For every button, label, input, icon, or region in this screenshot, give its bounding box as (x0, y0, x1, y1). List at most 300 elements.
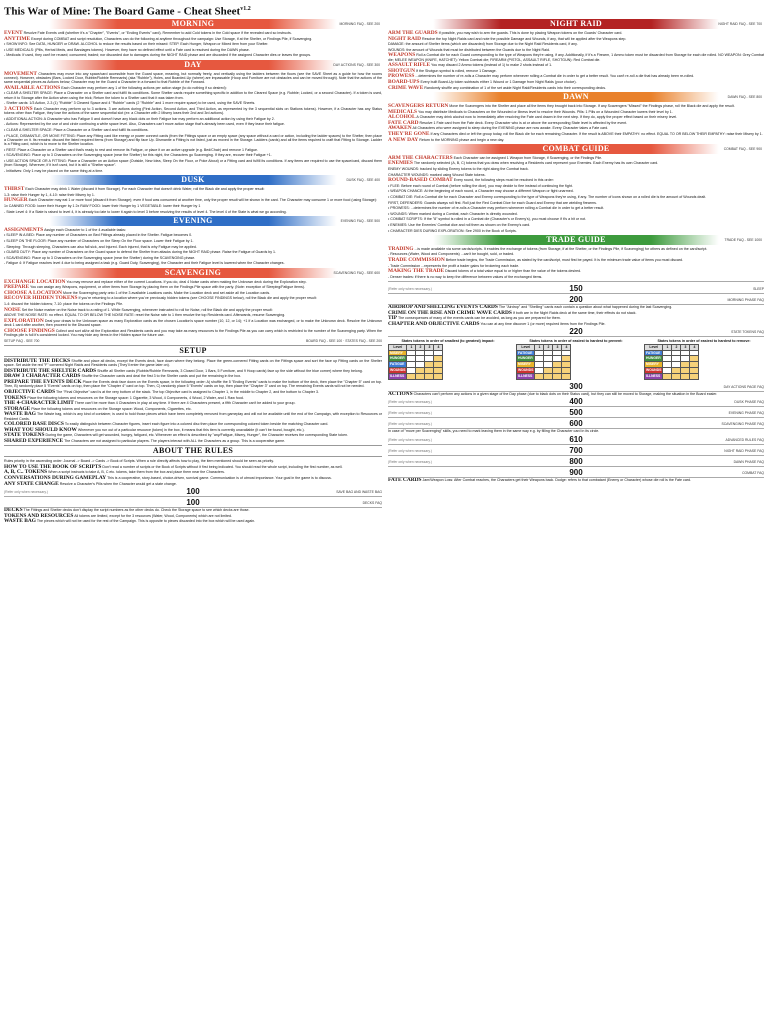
rule-keyword: WEAPONS (388, 52, 416, 59)
rule-text: CHARACTER WOUNDS: marked using Wound State tokens. (388, 172, 486, 177)
rule-paragraph (4, 407, 382, 411)
rule-text: The Fittings and Shelter decks don't display the script numbers as the other decks do. Check the Storage space to see which decks are those. (23, 508, 250, 513)
rule-text: Discard tokens of a total value equal to or higher than the value of the tokens desired. (445, 269, 582, 274)
rule-keyword: SHOTGUN (388, 67, 415, 74)
rule-paragraph (388, 86, 764, 90)
rule-text: Deal your draws to the Unknown space as many Exploration cards as the chosen Location's space number (10, 12, or 14); +1 if a Location was exchanged, or to make the Unknown deck. Resolve the Unknown deck 1 card after another, then proceed to the Discard space. (4, 318, 382, 328)
rule-paragraph (4, 128, 382, 132)
rule-paragraph (4, 48, 382, 52)
rule-text: ...is made available via some cards/scripts. It enables the exchange of tokens (from Storage, if at the Shelter, or the Findings Pile, if Scavenging) for others as defined on the card/script. (414, 246, 708, 251)
rule-text: Return to the MORNING phase and begin a new day. (419, 137, 505, 142)
state-row (645, 373, 699, 379)
rule-paragraph (388, 37, 764, 41)
rule-paragraph (4, 256, 382, 260)
rule-text: Place the Events deck face down on the Events space, in the following order: A) shuffle the 5 "Ending Events" cards to make the bottom of the deck, then place the "Chapter 5" card on top. Then, B) randomly place 5 "Events" cards on top, then place the "Chapter 4" card on top. Then, C) randomly place 5 "Events" cards on top, then place the "Chapter 3" card on top. The remaining Events cards will not be needed. (4, 380, 382, 389)
rule-paragraph (388, 104, 764, 108)
rule-text: • ADDITIONAL ACTION: A Character who has Fatigue 0 and doesn't have any black dots on their Fatigue bar may perform an additional action by using their Fatigue by 2. (4, 116, 275, 121)
rule-paragraph (4, 412, 382, 421)
rule-keyword: MOVEMENT (4, 70, 37, 77)
rule-paragraph (388, 138, 764, 142)
rule-keyword: MAKING THE TRADE (388, 268, 445, 275)
evening-header: EVENING EVENING FAQ - SEE 500 (4, 216, 382, 226)
morning-section (4, 31, 382, 58)
section-number: 400 (569, 397, 583, 407)
rule-paragraph (4, 296, 382, 300)
rule-paragraph (388, 167, 764, 171)
scavenging-section (4, 280, 382, 338)
rule-keyword: ANY STATE CHANGE (4, 480, 59, 487)
rule-text: • SLEEP IN A BED: Place any number of Characters on Bed Fittings already placed in the Shelter. Fatigue becomes 0. (4, 233, 193, 238)
rule-keyword: A, B, C.. TOKENS (4, 469, 48, 476)
rule-text: A Character may drink alcohol now to immediately after resolving the Fate card drawn in the next step. If they do, apply the proper effect based on their misery level. (416, 115, 678, 120)
state-name: WOUNDS (646, 368, 662, 373)
rule-keyword: NOISE (4, 306, 21, 313)
trade-header: TRADE GUIDE TRADE FAQ - SEE 1000 (388, 235, 764, 245)
rule-text: All Characters who were assigned to sleep during the EVENING phase are now awake. Every Character takes a Fate card. (412, 126, 609, 131)
faq-label: DAWN PHASE FAQ (733, 459, 764, 464)
morning-header: MORNING MORNING FAQ - SEE 200 (4, 19, 382, 29)
rule-text: FIRST, DEFENDERS: Guards always roll first. Roll just the Red Combat Dice for each Guard and Enemy that are wielding firearms. (388, 200, 597, 205)
faq-number-header (388, 468, 764, 478)
refer-note: (Refer only when necessary.) (388, 411, 432, 416)
section-number: 700 (569, 445, 583, 455)
rule-text: 1-4: discard the hidden tokens; 7-10: place the tokens on the Findings Pile. (4, 302, 124, 307)
rule-keyword: DISTRIBUTE THE SHELTER CARDS (4, 367, 97, 374)
rule-text: Resolve Fate Events until (whether it's a "Chapter", "Events", or "Ending Events" card). Remember to add Cold tokens in the Cold space if the revealed card so instructs. (23, 31, 292, 35)
rule-text: Randomly shuffle any combination of 1 of the set aside Night Raid/Residents cards into their corresponding decks. (424, 85, 607, 90)
rule-paragraph (4, 117, 382, 121)
setup-section (4, 359, 382, 443)
rule-paragraph (4, 193, 382, 197)
rule-text: • GUARD DUTY: Place any number of Characters on the Guard space to defend the Shelter from attacks during the NIGHT RAID phase. Raise the Fatigue of Guards by 1. (4, 250, 277, 255)
rule-text: Resolve a Character's Pills when the Character would get a state change. (59, 481, 177, 486)
rule-text: - Actions: Represented by the use of and circle continuing a white space level. Also, Characters can't move action stage that's already been used, even if they leave their fatigue. (4, 122, 285, 127)
rule-keyword: ARM THE GUARDS (388, 30, 438, 36)
rule-paragraph (4, 245, 382, 249)
faq-number-header (388, 435, 764, 445)
rule-keyword: RECOVER HIDDEN TOKENS (4, 295, 78, 302)
rule-text: If any Characters died or left the group today, roll the Black die for each remaining Character. If the result is ABOVE their EMPATHY: no effect. EQUAL TO OR BELOW THEIR EMPATHY: raise their Misery by 1. (430, 131, 763, 136)
rule-text: Don't read a number of scripts or the Book of Scripts without it first being indicated. You should read the whole script, including the first number, as well. (102, 464, 343, 469)
rule-text: DAMAGE: the amount of Shelter items (which are discarded) from Storage due to the Night Raid Residents card, if any. (388, 42, 578, 47)
rule-text: 1-3: raise their Hunger by 1, 4-10: raise their Misery by 1. (4, 192, 95, 197)
state-name: FATIGUE (389, 362, 407, 368)
section-number: 610 (569, 434, 583, 444)
rule-text: • FLEE: Before each round of Combat (before rolling the dice), you may decide to flee instead of continuing the fight. (388, 183, 573, 188)
faq-label: DUSK PHASE FAQ (734, 400, 764, 405)
dusk-section (4, 187, 382, 214)
rule-paragraph (388, 42, 764, 46)
section-number: 600 (569, 419, 583, 429)
state-name: ILLNESS (645, 373, 663, 379)
rule-keyword: SCAVENGERS RETURN (388, 102, 449, 109)
rule-text: If possible, you may wish to arm the guards. This is done by placing Weapon tokens on the Guards' Character card. (438, 31, 623, 35)
rule-keyword: WASTE BAG (4, 411, 36, 418)
rule-paragraph (4, 228, 382, 232)
state-name: MISERY (645, 362, 663, 368)
refer-note: (Refer only when necessary.) (388, 400, 432, 405)
rule-text: Except during COMBAT and script resolution, Characters can do the following at anytime throughout the campaign: Use Storage, if at the Shelter, or Findings Pile, if Scavenging. (31, 36, 313, 41)
state-name: WOUNDS (518, 368, 534, 373)
rule-keyword: HOW TO USE THE BOOK OF SCRIPTS (4, 463, 102, 470)
rule-text: Before trade begins, the Trade Commission, as stated by the card/script, must first be payed. It is the minimum trade value of items you must discard. (445, 258, 684, 262)
morning-faq-section (388, 305, 764, 326)
state-row (517, 373, 571, 379)
rule-paragraph (4, 514, 382, 518)
state-level-cell (535, 373, 544, 379)
rule-keyword: THEY'RE GONE (388, 130, 430, 137)
rule-text: • SCAVENGING: Place up to 3 Characters on the Scavenging space (near the Shelter) during the SCAVENGING phase. (4, 255, 196, 260)
rule-keyword: ASSIGNMENTS (4, 226, 44, 233)
level-header-cell: 3 (553, 344, 562, 350)
state-level-cell (663, 373, 672, 379)
rule-text: Place the following tokens and resources on the Storage space: 1 Cigarette, 3 Wood, 4 Components, 4 Wood, 2 Water, and 1 Raw food. (27, 395, 244, 400)
rule-keyword: ENEMIES (388, 160, 413, 167)
rule-keyword: STATE TOKENS (4, 432, 45, 439)
rule-text: If the Shotgun symbol is rolled, remove 1 Damage. (415, 68, 497, 73)
rule-text: If you're returning to a location where you've previously hidden tokens (see CHOOSE FINDINGS below), roll the Black die and apply the proper result: (78, 296, 317, 301)
rule-text: Each Character may eat 1 or more food (discard it from Storage); even if food was consumed at another time, only the proper result will be shown in the card. The Character may consume 1 or more food (using Storage): (28, 198, 377, 203)
rule-keyword: EVENT (4, 30, 23, 36)
rule-paragraph (388, 156, 764, 160)
rule-text: • SCAVENGING: Place up to 3 Characters on the Scavenging space (near the Shelter) for this night, the Characters go Scavenging. If they are, recover their Fatigue +1. (4, 153, 272, 158)
level-header-cell: 1 (663, 344, 672, 350)
rule-paragraph (4, 261, 382, 265)
rule-paragraph (388, 48, 764, 52)
rule-text: To easily distinguish between Character figures, insert each figure into a colored disc then place the corresponding colored token beside the matching Character card. (64, 422, 329, 427)
rule-paragraph (388, 161, 764, 165)
faq-label: EVENING PHASE FAQ (728, 411, 764, 416)
rule-keyword: CRIME WAVE (388, 84, 424, 91)
rule-text: • PLACE, DISMANTLE, OR MOVE FITTING: Place any Fitting card like energy or power connect cards (from the Fittings space or an empty space (any space without a card or action, including the ladder spaces) to the Shelter, then place a Character on it. Its remains: discard the listed required items (from Storage) and flip face Up. Dismantle a Fitting is not listed, just as moved in the Storage. Ladders (cards) and all the items required to craft that Fitting to Storage. Ladder is a Fitting card, which is to move to the Shelter location. (4, 133, 382, 147)
rule-paragraph (4, 122, 382, 126)
state-name: WOUNDS (390, 368, 406, 373)
rule-keyword: TOKENS AND RESOURCES (4, 512, 74, 519)
rule-keyword: MEDICALS (388, 108, 418, 115)
rule-text: Roll a Combat die for each Guard corresponding to the type of Weapons they're using, if any. Additionally, if it's a Firearm, 1 Ammo token must be discarded from Storage for each die rolled. NO WEAPON: Grey Combat die; MELEE WEAPON (KNIFE, HATCHET): Yellow Combat die; FIREARM (PISTOL, ASSAULT RIFLE, SHOTGUN): Red Combat die. (388, 53, 764, 62)
level-header-cell: 2 (416, 344, 425, 350)
rule-paragraph (388, 269, 764, 273)
rule-paragraph (4, 439, 382, 443)
section-number: 500 (569, 408, 583, 418)
rule-text: • COMBAT SCRIPTS: If the "8" symbol is rolled in a Combat die (Character's or Enemy's), you must choose if it's a hit or not. (388, 217, 587, 222)
rule-text: - Trade Commission ...represents the profit a trader gains for brokering each trade. (388, 263, 520, 268)
refer-note: (Refer only when necessary.) (388, 459, 432, 464)
rule-text: • SLEEP ON THE FLOOR: Place any number of Characters on the Sleep On the Floor space. Lower their Fatigue by 1. (4, 239, 194, 244)
faq-label: SCAVENGING PHASE FAQ (721, 422, 764, 427)
rule-keyword: TRADING (388, 245, 414, 252)
rule-paragraph (4, 250, 382, 254)
rule-paragraph (388, 201, 764, 205)
rule-text: The consequences of many of the events cards can be avoided, as long as you are prepared for them. (397, 316, 561, 321)
rule-keyword: PREPARE THE EVENTS DECK (4, 379, 82, 386)
rule-keyword: PREPARE (4, 284, 30, 291)
state-level-cell (434, 373, 443, 379)
rule-keyword: CHAPTER AND OBJECTIVE CARDS (388, 320, 480, 327)
rule-paragraph (388, 247, 764, 251)
rule-text: Shuffle all Shelter cards (Rubble/Rubble Remnants, 3 Closed Door, 1 Bars, 5 Furniture, and 9 Hoop cards) face up the side without the blue corner) where they belong. (97, 368, 363, 373)
night-raid-header: NIGHT RAID NIGHT RAID FAQ - SEE 700 (388, 19, 764, 29)
rule-paragraph (388, 311, 764, 315)
state-name: HUNGER (645, 356, 663, 362)
state-level-cell (681, 373, 690, 379)
rule-text: • CHARACTER DIES DURING EXPLORATION: See 2900 in the Book of Scripts. (388, 228, 517, 233)
state-name: HUNGER (389, 356, 407, 362)
night-raid-section (388, 31, 764, 90)
rule-keyword: ROUND-BASED COMBAT (388, 177, 453, 184)
rule-text: • ENEMIES: Use the Enemies' Combat dice and roll them as shown on the Enemy's card. (388, 222, 531, 227)
faq-number-header (388, 397, 764, 407)
level-header-cell: 4 (562, 344, 571, 350)
rule-paragraph (4, 107, 382, 116)
level-header-cell: Level (517, 344, 535, 350)
rule-text: • PROWESS: ...determines the number of re-rolls a Character may perform whenever rolling a Combat die in order to get a better result. (388, 206, 605, 211)
state-name: HUNGER (517, 356, 535, 362)
faq-list-b (388, 435, 764, 478)
rule-text: The "Final Objective" card is at the very bottom of the stack. The top Objective card is assigned to Chapter 1, in the middle to Chapter 2, and the bottom to Chapter 3. (56, 389, 319, 394)
rule-paragraph (4, 198, 382, 202)
rule-paragraph (4, 428, 382, 432)
rule-paragraph (4, 519, 382, 523)
state-level-cell (690, 373, 699, 379)
rule-text: - Medicals: If used, they can't be reused; consumed; traded; nor discarded due to damages during the NIGHT RAID phase and are discarded if the assigned Character dies or leaves the groups. (4, 53, 312, 58)
rule-paragraph (4, 239, 382, 243)
rule-text: • USE ACTION SPACE OR A FITTING: Place a Character on an Action space (Outside, New Idea, Sleep On the Floor, or Poke About) or a Fitting card and fulfill its conditions. If any items are required to use the space/card, discard them (from Storage). Wherever, if it isn't used, but it is still a "Shelter space". (4, 158, 382, 168)
rule-keyword: A NEW DAY (388, 136, 419, 143)
rule-paragraph (4, 72, 382, 85)
level-header-cell: 2 (544, 344, 553, 350)
day-header: DAY DAY ACTIONS FAQ - SEE 300 (4, 60, 382, 70)
rule-paragraph (388, 126, 764, 130)
rules-section (4, 459, 382, 486)
level-header-cell: 2 (672, 344, 681, 350)
rule-text: - Denser trades: if there is no way to keep the difference between values of the exchanged items. (388, 274, 543, 279)
level-header-cell: Level (645, 344, 663, 350)
refer-note: (Refer only when necessary.) (388, 448, 432, 453)
level-header-cell: 4 (434, 344, 443, 350)
rule-paragraph (4, 482, 382, 486)
state-name: ILLNESS (389, 373, 407, 379)
rule-keyword: TOKENS (4, 394, 27, 401)
rule-keyword: CRIME ON THE RISE AND CRIME WAVE CARDS (388, 309, 512, 316)
rule-paragraph (4, 153, 382, 157)
rule-paragraph (4, 465, 382, 469)
number-header-100b: 100 DECKS FAQ (4, 498, 382, 508)
rule-keyword: AIRDROP AND SHELLING EVENTS CARDS (388, 304, 498, 311)
rule-paragraph (4, 86, 382, 90)
rule-keyword: TRADE COMMISSION (388, 257, 445, 263)
rule-keyword: DECKS (4, 507, 23, 514)
rule-text: Whenever you run out of a particular resource (token) in the box, it means that this item is currently unavailable (it can't be found, bought, etc.). (77, 427, 305, 432)
faq-list-a (388, 397, 764, 429)
rule-keyword: ASSAULT RIFLE (388, 62, 431, 69)
decks-section (4, 508, 382, 523)
rule-paragraph (388, 121, 764, 125)
level-header-cell: 1 (535, 344, 544, 350)
rule-paragraph (4, 329, 382, 338)
rule-paragraph (4, 37, 382, 41)
rule-text: - Resources (Water, Wood and Components) ...can't be bought, sold, or traded. (388, 252, 515, 257)
level-header-cell: 4 (690, 344, 699, 350)
rule-text: Each Character may perform up to 3 actions. 3 are actions during (First Action, Second Action, and Third Action, as represented by the 3 sequential slots on Stations tokens). However, if a Character has any Status tokens other than Fatigue, they lose the actions of the same sequential slot (ex: a Character with 2 Misery loses their 2nd and 3rd actions). (4, 106, 382, 116)
rule-text: During the game, Characters will get wounded, hungry, fatigued, etc. Whenever an effect is described by "any/Fatigue, Misery, Hunger", the Character receives the corresponding State token. (45, 433, 349, 438)
rule-keyword: STORAGE (4, 405, 31, 412)
rule-paragraph (388, 217, 764, 221)
faq-label: ADVANCED RULES FAQ (725, 437, 764, 442)
number-header-200: 200 MORNING PHASE FAQ (388, 295, 764, 305)
dusk-header: DUSK DUSK FAQ - SEE 400 (4, 175, 382, 185)
rule-paragraph (4, 204, 382, 208)
rule-text: Every built Board-Up token subtracts either 1 Wound or 1 Damage from Night Raids (your choice). (420, 80, 577, 85)
state-name: FATIGUE (517, 350, 535, 356)
rule-text: • REST: Place a Character on a Shelter card that's ready to rest and remove its Fatigue, or place it on an active upgrade (e.g. Bed/Chair) and remove 1 Fatigue. (4, 147, 259, 152)
rule-paragraph (4, 148, 382, 152)
rule-paragraph (4, 280, 382, 284)
state-table-prevent: States tokens in order of easiest to hardest to prevent: Level 1 2 3 4 FATIGUE HUNGER MISERY WOUNDS ILLNESS (518, 339, 623, 378)
setup-faq-line: SETUP FAQ - SEE 700 BOARD FAQ - SEE 100 · STATES FAQ - SEE 200 (4, 338, 382, 343)
rule-text: This is a cooperative, story-based, choice-driven, survival game. Communication is of utmost importance. Your goal in the game is to discuss. (107, 476, 332, 481)
rule-paragraph (388, 195, 764, 199)
rule-text: Each Character may drink 1 Water (discard it from Storage). For each Character that doesn't drink Water, roll the Black die and apply the proper result: (25, 187, 265, 192)
state-name: MISERY (389, 350, 407, 356)
rule-text: Each Character may perform any 1 of the following actions per action stage (to do nothing if so desired): (61, 85, 227, 90)
rule-text: - Fatigue 4: If Fatigue reaches level 4 due to being assigned a task (e.g. Guard Duty, Scavenging), the Character and their Fatigue level is lowered when the Character changes. (4, 261, 285, 266)
rule-paragraph (388, 110, 764, 114)
rule-keyword: THIRST (4, 186, 25, 193)
fate-cards-faq: FATE CARDS Jam/Weapon Loss: After Combat reaches, the Characters get their Weapons back. Dodge: refers to that combatant (Enemy or Character) whose die roll is the Fate card. (388, 476, 692, 483)
rule-paragraph (388, 206, 764, 210)
state-level-cell (425, 373, 434, 379)
rule-text: All tokens are limited, except for the 3 resources (Water, Wood, Components) which are not limited. (74, 513, 233, 518)
rule-paragraph (4, 359, 382, 368)
rule-paragraph (388, 115, 764, 119)
number-header-100a: (Refer only when necessary.) 100 SAVE BAG AND WASTE BAG (4, 487, 382, 497)
rule-keyword: BOARD-UPS (388, 79, 420, 86)
rule-keyword: WHAT YOU SHOULD KNOW (4, 426, 77, 433)
rule-text: • CLEAR A SHELTER SPACE: Place a Character on a Shelter card and fulfill its conditions. (4, 128, 149, 133)
rule-text: Each Character can be assigned 1 Weapon from Storage, if Scavenging, or the Findings Pile. (453, 155, 603, 160)
rule-text: The Characters are not assigned to particular players. The players interact with ALL the Characters as a group. This is a cooperative game. (64, 438, 286, 443)
faq-number-header (388, 408, 764, 418)
left-column (4, 17, 382, 1022)
rule-keyword: CHOOSE FINDINGS (4, 327, 55, 334)
rule-paragraph (388, 275, 764, 279)
rule-text: Move the Scavenging party onto 1 of the 3 available Locations cards. Make the Location deck and set aside all the Location cards. (63, 290, 271, 295)
scavenging-header: SCAVENGING SCAVENGING FAQ - SEE 600 (4, 268, 382, 278)
rule-keyword: ARM THE CHARACTERS (388, 154, 453, 161)
rule-paragraph (388, 80, 764, 84)
state-table-remove: States tokens in order of easiest to hardest to remove: Level 1 2 3 4 FATIGUE HUNGER MISERY WOUNDS ILLNESS (646, 339, 751, 378)
level-header-cell: 3 (425, 344, 434, 350)
rule-text: • WOUNDS: When marked during a Combat, each Character is directly wounded. (388, 211, 518, 216)
rule-text: ABOVE THE NOISE RATE: no effect. EQUAL TO OR BELOW THE NOISE RATE: reset the Noise rate to 1 then resolve the top Residents card. Afterwards, resume Scavenging. (4, 313, 286, 318)
rule-text: Place the following tokens and resources on the Storage space: Wood, Components, Cigarettes, etc. (31, 406, 192, 411)
state-level-cell (544, 373, 553, 379)
rule-keyword: HUNGER (4, 197, 28, 204)
level-header-cell: 1 (407, 344, 416, 350)
rule-keyword: DISTRIBUTE THE DECKS (4, 357, 71, 364)
rule-keyword: WASTE BAG (4, 518, 36, 525)
rule-keyword: AWAKEN (388, 125, 412, 132)
rule-text: Collect and sort all/or all the Exploration and Residents cards and you may take as many resources to the Findings Pile as you can carry which is restricted to the number of the Scavenging party. When the Findings pile is full it's considered locked. You may hide any items in the Hidden space for future use. (4, 328, 382, 338)
state-level-cell (407, 373, 416, 379)
rule-paragraph (4, 319, 382, 328)
rule-paragraph (388, 74, 764, 78)
section-number: 800 (569, 456, 583, 466)
rule-keyword: EXPLORATION (4, 317, 44, 324)
rule-paragraph (388, 31, 764, 35)
setup-header: SETUP (4, 345, 382, 357)
rule-text: Shuffle and place all decks, except the Events deck, face down where they belong. Place the green-cornered Fitting cards on the Fittings space and sort the face up Fitting cards on the Shelter space. Set aside the red "F" cornered Night Raids and Residents cards (They'll enter the game later on). (4, 358, 382, 368)
faq-label: NIGHT RAID PHASE FAQ (724, 448, 764, 453)
rule-text: You may distribute Medicals to Characters on the Wounded or Illness level to resolve their Wounds. Pills: 1 Pills on a Wounded Character lowers their level by 1. (418, 109, 673, 114)
rule-paragraph (4, 476, 382, 480)
rule-paragraph (388, 229, 764, 233)
rule-paragraph (388, 178, 764, 182)
faq-number-header (388, 457, 764, 467)
rule-keyword: AVAILABLE ACTIONS (4, 84, 61, 91)
rule-paragraph (4, 313, 382, 317)
rule-paragraph (4, 380, 382, 389)
rule-text: The pieces which will not be used for the rest of the Campaign. This is opposite to pieces discarded into the box which will be used again. (36, 519, 256, 524)
state-row (389, 373, 443, 379)
state-level-cell (416, 373, 425, 379)
rule-paragraph (4, 302, 382, 306)
rule-keyword: SHARED EXPERIENCE (4, 437, 64, 444)
state-table-impact: States tokens in order of smallest (to greatest) impact: Level 1 2 3 4 MISERY HUNGER FATIGUE WOUNDS ILLNESS (390, 339, 495, 378)
combat-section (388, 156, 764, 233)
trade-section (388, 247, 764, 279)
rule-text: The Waste bag, which is any kind of container, is used to hold those pieces which have been completely removed from gameplay and will not be available until the end of the Campaign, with exception to Resources or Resident Cards. (4, 412, 382, 421)
faq-label: COMBAT FAQ (742, 470, 764, 475)
faq-number-header (388, 419, 764, 429)
rule-paragraph (4, 31, 382, 35)
rule-text: You can assign any Weapons, equipment, or other items from Storage by placing them on the Findings Pile space with the party. (Note: exception of Sleeping/Fatigue items). (30, 285, 306, 290)
rule-text: Assign each Character to 1 of the 4 available tasks: (44, 227, 126, 232)
rule-text: - Sleeping: Through sleeping, Characters can also fall sick, and Injured. Each injured, that is why Fatigue may be applied. (4, 244, 197, 249)
rule-text: ENEMY WOUNDS: tracked by sliding Enemy tokens to the right along the Combat track. (388, 166, 529, 171)
rule-keyword: OBJECTIVE CARDS (4, 388, 56, 395)
rule-keyword: TIP (388, 315, 397, 322)
rule-text: - State Level 4: If a State is raised to level 4, it is already too late to lower it again to level 3 before resolving the results of level 4. The level 4 of the State is what we go according. (4, 209, 287, 214)
rule-paragraph (388, 63, 764, 67)
state-level-cell (553, 373, 562, 379)
rule-keyword: CHOOSE A LOCATION (4, 289, 63, 296)
actions-faq: ACTIONS Characters can't perform any actions in a given stage of the Day phase (due to black dots on their Status card), but they can still be moved to Storage, making the situation in the Board easier. (388, 390, 718, 397)
refer-note: (Refer only when necessary.) (388, 422, 432, 427)
evening-section (4, 228, 382, 266)
rule-paragraph (388, 132, 764, 136)
rule-text: The "Airdrop" and "Shelling" cards each contain a question about what happened during the last Scavenging. (498, 305, 673, 310)
rule-keyword: 3 ACTIONS (4, 105, 33, 112)
rule-paragraph (4, 401, 382, 405)
rule-paragraph (4, 91, 382, 100)
rule-paragraph (4, 53, 382, 57)
rule-paragraph (4, 187, 382, 191)
rule-text: - Initiatives: Only 1 may be placed on the same thing at a time. (4, 168, 104, 173)
rule-text: You may remove and replace either of the current Locations. If you do, deal 4 Noise cards when making the Unknown deck during the Exploration step. (66, 279, 307, 284)
rule-paragraph (388, 53, 764, 62)
state-token-tables (388, 339, 764, 379)
rule-text: Set the Noise marker on the Noise track to a rating of 1. While Scavenging, whenever instructed to roll for Noise, roll the Black die and apply the proper result: (21, 307, 273, 312)
level-header-cell: Level (389, 344, 407, 350)
rule-paragraph (4, 308, 382, 312)
section-number: 900 (569, 467, 583, 477)
rule-text: Resolve the top Night Raids card and note the possible Damage and Wounds, if any, that will be applied after the Weapons step. (422, 36, 627, 41)
page-title: This War of Mine: The Board Game - Cheat Sheet$^{v1.2}$ (4, 5, 251, 18)
rules-header: ABOUT THE RULES (4, 445, 382, 457)
rule-paragraph (388, 189, 764, 193)
